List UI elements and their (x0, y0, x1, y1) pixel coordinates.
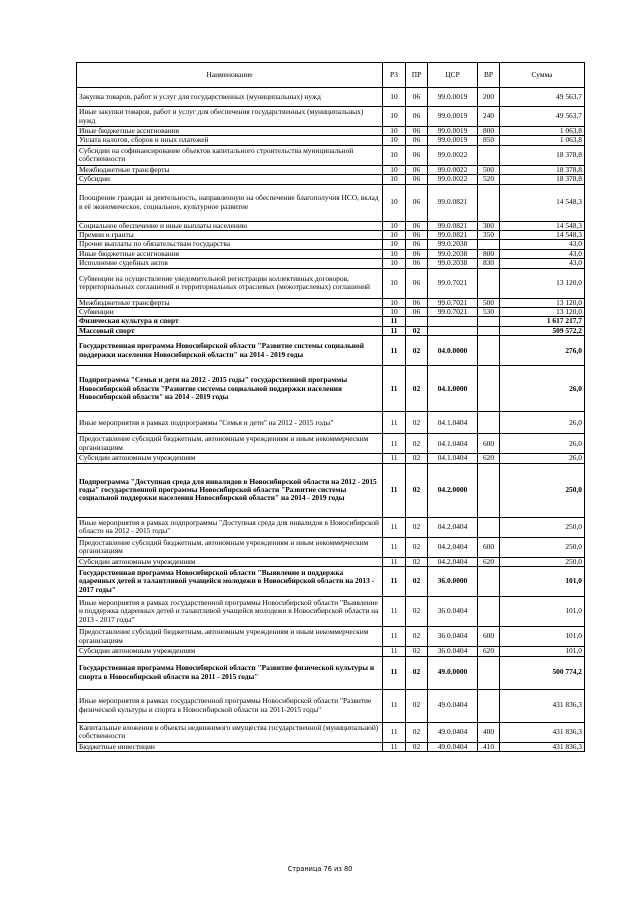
row-name: Социальное обеспечение и иные выплаты населению (77, 221, 383, 230)
row-csr: 04.1.0404 (428, 434, 478, 454)
row-pr: 02 (406, 366, 428, 412)
table-row (77, 326, 585, 335)
header-name: Наименование (77, 63, 383, 88)
row-csr: 99.0.0019 (428, 107, 478, 127)
row-rz: 11 (383, 434, 406, 454)
row-rz: 11 (383, 326, 406, 335)
row-pr: 02 (406, 326, 428, 335)
row-pr: 02 (406, 597, 428, 627)
row-sum: 1 617 217,7 (500, 317, 585, 326)
row-csr: 99.0.0821 (428, 231, 478, 240)
row-sum: 1 063,8 (500, 136, 585, 145)
row-vr (478, 567, 500, 597)
row-rz: 11 (383, 722, 406, 742)
row-rz: 11 (383, 317, 406, 326)
row-pr: 02 (406, 656, 428, 689)
row-vr (478, 240, 500, 249)
row-sum: 49 563,7 (500, 107, 585, 127)
row-csr (428, 326, 478, 335)
table-row (77, 298, 585, 307)
page-footer: Страница 76 из 80 (287, 865, 353, 873)
table-row (77, 184, 585, 221)
row-rz: 10 (383, 268, 406, 298)
table-row (77, 463, 585, 517)
row-rz: 11 (383, 454, 406, 463)
row-pr: 06 (406, 145, 428, 165)
row-vr: 500 (478, 298, 500, 307)
row-name: Государственная программа Новосибирской области "Развитие системы социальной поддержки населения Новосибирской области" на 2014 - 2019 годы (77, 336, 383, 366)
row-name: Иные мероприятия в рамках государственной программы Новосибирской области "Развитие физической культуры и спорта в Новосибирской области на 2011-2015 годы" (77, 689, 383, 722)
row-pr: 02 (406, 434, 428, 454)
row-vr: 200 (478, 88, 500, 107)
row-vr: 800 (478, 127, 500, 136)
row-vr (478, 145, 500, 165)
row-sum: 14 548,3 (500, 184, 585, 221)
row-name: Субвенции на осуществление уведомительной регистрации коллективных договоров, территориальных соглашений и территориальных отраслевых (межотраслевых) соглашений (77, 268, 383, 298)
row-csr: 99.0.0019 (428, 88, 478, 107)
row-name: Физическая культура и спорт (77, 317, 383, 326)
row-sum: 26,0 (500, 454, 585, 463)
table-row (77, 722, 585, 742)
row-sum: 43,0 (500, 240, 585, 249)
row-sum: 26,0 (500, 366, 585, 412)
row-pr: 02 (406, 463, 428, 517)
row-sum: 500 774,2 (500, 656, 585, 689)
row-csr: 99.0.0022 (428, 145, 478, 165)
row-rz: 11 (383, 366, 406, 412)
row-name: Иные закупки товаров, работ и услуг для обеспечения государственных (муниципальных) нужд (77, 107, 383, 127)
row-csr: 99.0.7021 (428, 308, 478, 317)
row-name: Исполнение судебных актов (77, 259, 383, 268)
row-name: Подпрограмма "Доступная среда для инвалидов в Новосибирской области на 2012 - 2015 годы" государственной программы Новосибирской области "Развитие системы социальной поддержки населения Новосибирской области" на 2014 - 2019 годы (77, 463, 383, 517)
row-csr: 36.0.0404 (428, 647, 478, 656)
row-pr: 06 (406, 175, 428, 184)
row-vr: 530 (478, 308, 500, 317)
row-rz: 11 (383, 412, 406, 434)
row-pr: 06 (406, 298, 428, 307)
row-vr (478, 517, 500, 537)
row-sum: 250,0 (500, 537, 585, 557)
row-sum: 18 378,8 (500, 175, 585, 184)
row-vr: 300 (478, 221, 500, 230)
row-csr: 04.2.0000 (428, 463, 478, 517)
row-rz: 10 (383, 308, 406, 317)
row-vr: 240 (478, 107, 500, 127)
row-vr (478, 656, 500, 689)
row-rz: 10 (383, 298, 406, 307)
row-sum: 14 548,3 (500, 221, 585, 230)
row-pr: 02 (406, 517, 428, 537)
row-name: Субсидии на софинансирование объектов капитального строительства муниципальной собственности (77, 145, 383, 165)
table-row (77, 308, 585, 317)
table-row (77, 627, 585, 647)
row-rz: 11 (383, 689, 406, 722)
row-rz: 11 (383, 742, 406, 751)
row-sum: 43,0 (500, 259, 585, 268)
row-pr: 06 (406, 184, 428, 221)
row-name: Иные мероприятия в рамках подпрограммы "Семья и дети" на 2012 - 2015 годы" (77, 412, 383, 434)
table-row (77, 88, 585, 107)
row-rz: 10 (383, 231, 406, 240)
row-pr: 02 (406, 537, 428, 557)
row-vr (478, 326, 500, 335)
row-name: Субсидии автономным учреждениям (77, 647, 383, 656)
row-name: Государственная программа Новосибирской области "Развитие физической культуры и спорта в Новосибирской области на 2011 - 2015 годы" (77, 656, 383, 689)
row-csr: 36.0.0000 (428, 567, 478, 597)
row-sum: 13 120,0 (500, 308, 585, 317)
row-sum: 18 378,8 (500, 145, 585, 165)
table-row (77, 537, 585, 557)
row-vr: 850 (478, 136, 500, 145)
row-sum: 26,0 (500, 412, 585, 434)
row-vr (478, 317, 500, 326)
row-sum: 101,0 (500, 567, 585, 597)
table-row (77, 434, 585, 454)
table-row (77, 647, 585, 656)
table-header-row (77, 63, 585, 88)
row-vr: 600 (478, 627, 500, 647)
row-vr: 520 (478, 175, 500, 184)
row-sum: 431 836,3 (500, 742, 585, 751)
row-rz: 11 (383, 597, 406, 627)
row-rz: 11 (383, 463, 406, 517)
row-pr: 02 (406, 557, 428, 566)
row-vr: 400 (478, 722, 500, 742)
budget-table (76, 62, 585, 752)
row-sum: 101,0 (500, 627, 585, 647)
row-rz: 11 (383, 656, 406, 689)
row-name: Предоставление субсидий бюджетным, автономным учреждениям и иным некоммерческим организациям (77, 537, 383, 557)
row-name: Субсидии автономным учреждениям (77, 454, 383, 463)
row-name: Иные мероприятия в рамках государственной программы Новосибирской области "Выявление и поддержка одаренных детей и талантливой учащейся молодежи в Новосибирской области на 2013 - 2017 годы" (77, 597, 383, 627)
row-csr: 04.0.0000 (428, 336, 478, 366)
row-rz: 10 (383, 88, 406, 107)
row-pr: 02 (406, 647, 428, 656)
row-sum: 43,0 (500, 249, 585, 258)
row-sum: 26,0 (500, 434, 585, 454)
row-csr: 49.0.0000 (428, 656, 478, 689)
row-vr (478, 184, 500, 221)
row-csr: 99.0.7021 (428, 298, 478, 307)
row-csr (428, 317, 478, 326)
row-sum: 49 563,7 (500, 88, 585, 107)
row-csr: 99.0.0022 (428, 165, 478, 174)
row-sum: 250,0 (500, 517, 585, 537)
row-vr (478, 366, 500, 412)
table-row (77, 127, 585, 136)
header-rz: РЗ (383, 63, 406, 88)
table-row (77, 567, 585, 597)
row-rz: 10 (383, 175, 406, 184)
row-rz: 10 (383, 259, 406, 268)
table-row (77, 165, 585, 174)
row-rz: 10 (383, 136, 406, 145)
row-rz: 10 (383, 221, 406, 230)
row-sum: 18 378,8 (500, 165, 585, 174)
table-row (77, 742, 585, 751)
row-csr: 36.0.0404 (428, 627, 478, 647)
row-sum: 1 063,8 (500, 127, 585, 136)
row-csr: 99.0.2038 (428, 240, 478, 249)
row-csr: 49.0.0404 (428, 722, 478, 742)
row-vr: 620 (478, 647, 500, 656)
row-rz: 10 (383, 127, 406, 136)
row-vr (478, 689, 500, 722)
row-vr: 800 (478, 249, 500, 258)
row-rz: 11 (383, 557, 406, 566)
table-row (77, 597, 585, 627)
row-vr: 600 (478, 537, 500, 557)
row-sum: 509 572,2 (500, 326, 585, 335)
table-row (77, 366, 585, 412)
row-vr: 410 (478, 742, 500, 751)
table-row (77, 259, 585, 268)
row-rz: 11 (383, 627, 406, 647)
row-name: Иные бюджетные ассигнования (77, 249, 383, 258)
row-vr: 830 (478, 259, 500, 268)
row-csr: 99.0.0019 (428, 127, 478, 136)
row-name: Подпрограмма "Семья и дети на 2012 - 2015 годы" государственной программы Новосибирской области "Развитие системы социальной поддержки населения Новосибирской области" на 2014 - 2019 годы (77, 366, 383, 412)
table-row (77, 656, 585, 689)
row-rz: 10 (383, 165, 406, 174)
row-vr (478, 336, 500, 366)
row-pr: 02 (406, 412, 428, 434)
row-sum: 13 120,0 (500, 268, 585, 298)
row-vr: 500 (478, 165, 500, 174)
row-pr: 06 (406, 88, 428, 107)
row-name: Капитальные вложения в объекты недвижимого имущества государственной (муниципальной) собственности (77, 722, 383, 742)
table-row (77, 689, 585, 722)
row-csr: 99.0.0019 (428, 136, 478, 145)
row-csr: 04.1.0000 (428, 366, 478, 412)
row-name: Субвенции (77, 308, 383, 317)
row-sum: 431 836,3 (500, 689, 585, 722)
row-csr: 99.0.0022 (428, 175, 478, 184)
row-pr: 06 (406, 249, 428, 258)
row-vr: 620 (478, 557, 500, 566)
row-pr: 02 (406, 627, 428, 647)
row-vr (478, 268, 500, 298)
row-vr (478, 412, 500, 434)
row-rz: 11 (383, 647, 406, 656)
row-pr: 06 (406, 259, 428, 268)
row-pr: 02 (406, 454, 428, 463)
row-rz: 11 (383, 336, 406, 366)
row-rz: 10 (383, 184, 406, 221)
row-csr: 04.2.0404 (428, 537, 478, 557)
row-pr: 02 (406, 567, 428, 597)
row-name: Субсидии автономным учреждениям (77, 557, 383, 566)
row-pr: 06 (406, 136, 428, 145)
table-row (77, 557, 585, 566)
row-vr: 600 (478, 434, 500, 454)
row-csr: 99.0.7021 (428, 268, 478, 298)
row-sum: 431 836,3 (500, 722, 585, 742)
table-row (77, 175, 585, 184)
row-name: Уплата налогов, сборов и иных платежей (77, 136, 383, 145)
row-rz: 11 (383, 567, 406, 597)
row-pr: 06 (406, 308, 428, 317)
row-csr: 99.0.0821 (428, 221, 478, 230)
row-csr: 04.1.0404 (428, 454, 478, 463)
row-name: Государственная программа Новосибирской области "Выявление и поддержка одаренных детей и талантливой учащейся молодежи в Новосибирской области на 2013 - 2017 годы" (77, 567, 383, 597)
row-pr: 02 (406, 722, 428, 742)
row-csr: 49.0.0404 (428, 689, 478, 722)
row-rz: 10 (383, 107, 406, 127)
header-csr: ЦСР (428, 63, 478, 88)
row-sum: 13 120,0 (500, 298, 585, 307)
row-pr: 06 (406, 231, 428, 240)
row-csr: 99.0.2038 (428, 249, 478, 258)
row-pr: 06 (406, 165, 428, 174)
row-name: Закупка товаров, работ и услуг для государственных (муниципальных) нужд (77, 88, 383, 107)
row-csr: 99.0.0821 (428, 184, 478, 221)
row-name: Иные мероприятия в рамках подпрограммы "Доступная среда для инвалидов в Новосибирской области на 2012 - 2015 годы" (77, 517, 383, 537)
row-vr: 350 (478, 231, 500, 240)
row-pr: 02 (406, 689, 428, 722)
row-name: Поощрение граждан за деятельность, направленную на обеспечение благополучия НСО, вклад в её экономическое, социальное, культурное развитие (77, 184, 383, 221)
row-vr (478, 463, 500, 517)
table-row (77, 221, 585, 230)
table-row (77, 240, 585, 249)
row-name: Премии и гранты (77, 231, 383, 240)
row-vr: 620 (478, 454, 500, 463)
table-row (77, 231, 585, 240)
table-row (77, 107, 585, 127)
row-name: Субсидии (77, 175, 383, 184)
row-pr: 02 (406, 742, 428, 751)
row-name: Межбюджетные трансферты (77, 298, 383, 307)
row-pr: 06 (406, 107, 428, 127)
row-name: Предоставление субсидий бюджетным, автономным учреждениям и иным некоммерческим организациям (77, 434, 383, 454)
row-rz: 10 (383, 240, 406, 249)
row-csr: 49.0.0404 (428, 742, 478, 751)
row-rz: 10 (383, 249, 406, 258)
table-row (77, 249, 585, 258)
row-csr: 04.2.0404 (428, 517, 478, 537)
row-pr: 06 (406, 221, 428, 230)
row-sum: 101,0 (500, 597, 585, 627)
row-name: Межбюджетные трансферты (77, 165, 383, 174)
table-row (77, 336, 585, 366)
row-name: Иные бюджетные ассигнования (77, 127, 383, 136)
row-sum: 14 548,3 (500, 231, 585, 240)
row-csr: 04.2.0404 (428, 557, 478, 566)
row-rz: 10 (383, 145, 406, 165)
table-row (77, 268, 585, 298)
row-pr: 02 (406, 336, 428, 366)
row-name: Предоставление субсидий бюджетным, автономным учреждениям и иным некоммерческим организациям (77, 627, 383, 647)
row-name: Бюджетные инвестиции (77, 742, 383, 751)
row-pr: 06 (406, 127, 428, 136)
row-rz: 11 (383, 517, 406, 537)
table-row (77, 412, 585, 434)
table-row (77, 517, 585, 537)
row-pr: 06 (406, 240, 428, 249)
row-name: Прочие выплаты по обязательствам государства (77, 240, 383, 249)
row-vr (478, 597, 500, 627)
row-sum: 250,0 (500, 463, 585, 517)
table-row (77, 317, 585, 326)
row-sum: 101,0 (500, 647, 585, 656)
row-pr (406, 317, 428, 326)
row-rz: 11 (383, 537, 406, 557)
table-row (77, 145, 585, 165)
row-sum: 250,0 (500, 557, 585, 566)
header-vr: ВР (478, 63, 500, 88)
row-csr: 36.0.0404 (428, 597, 478, 627)
header-sum: Сумма (500, 63, 585, 88)
header-pr: ПР (406, 63, 428, 88)
row-sum: 276,0 (500, 336, 585, 366)
table-row (77, 136, 585, 145)
table-row (77, 454, 585, 463)
row-pr: 06 (406, 268, 428, 298)
row-name: Массовый спорт (77, 326, 383, 335)
row-csr: 99.0.2038 (428, 259, 478, 268)
row-csr: 04.1.0404 (428, 412, 478, 434)
